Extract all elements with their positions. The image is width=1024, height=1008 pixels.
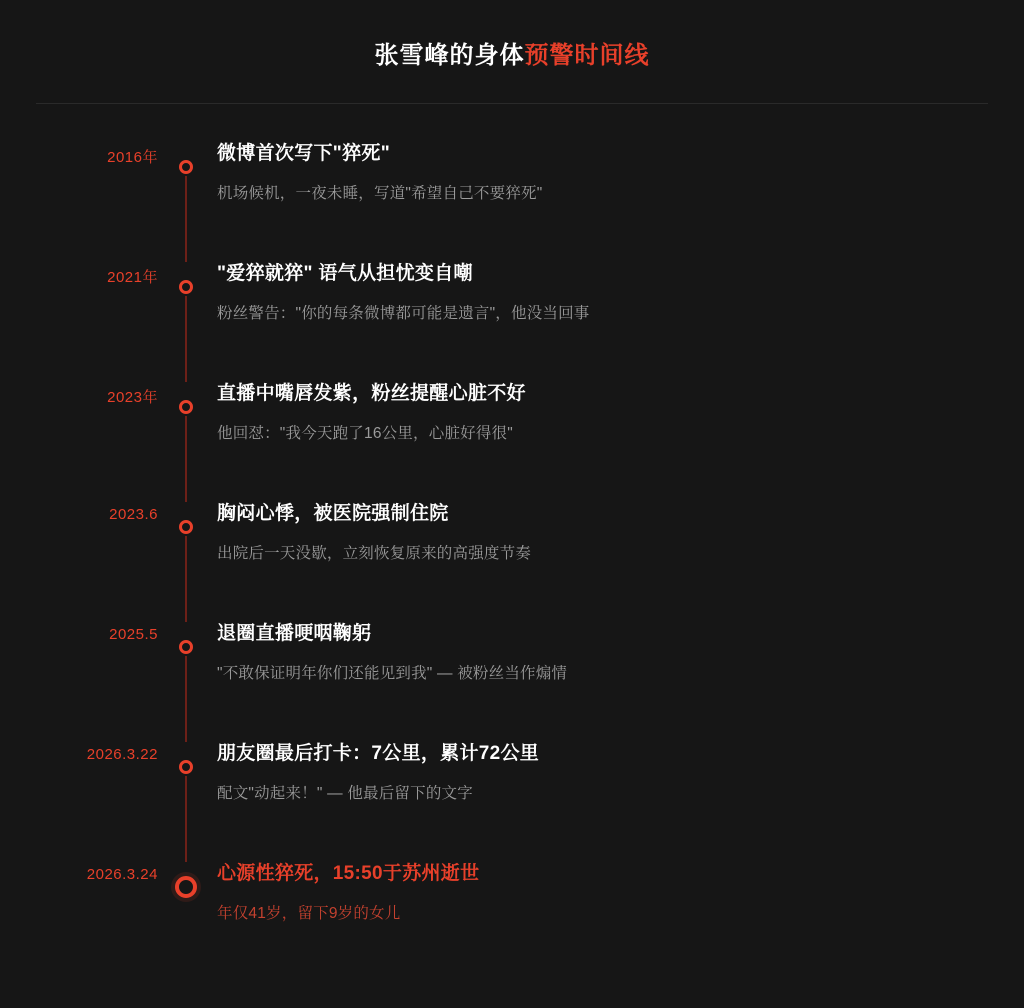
timeline-rail (158, 378, 216, 498)
timeline-event (36, 858, 988, 978)
page-header (0, 0, 1024, 71)
timeline-event-headline: 微博首次写下"猝死" (217, 143, 391, 165)
timeline-connector-line (185, 776, 187, 862)
timeline-date-column (36, 258, 158, 287)
timeline-event-content (216, 138, 988, 205)
timeline-connector-line (185, 296, 187, 382)
timeline-rail (158, 618, 216, 738)
timeline-date: 2023.6 (109, 506, 158, 524)
timeline-event-content (216, 618, 988, 685)
timeline-date: 2021年 (107, 269, 158, 287)
timeline-connector-line (185, 416, 187, 502)
timeline-event-headline: 退圈直播哽咽鞠躬 (217, 623, 372, 645)
timeline-event-detail: 机场候机，一夜未睡，写道"希望自己不要猝死" (217, 184, 543, 202)
timeline-event-detail: 配文"动起来！" — 他最后留下的文字 (217, 784, 473, 802)
timeline-event (36, 378, 988, 498)
timeline-event-detail: 出院后一天没歇，立刻恢复原来的高强度节奏 (217, 544, 532, 562)
timeline-event-detail: 他回怼："我今天跑了16公里，心脏好得很" (217, 424, 513, 442)
timeline-marker-dot (179, 640, 193, 654)
timeline-date-column (36, 498, 158, 523)
page-title-accent: 预警时间线 (524, 42, 650, 69)
timeline-event-detail: 粉丝警告："你的每条微博都可能是遗言"，他没当回事 (217, 304, 590, 322)
timeline-rail (158, 738, 216, 858)
timeline-date-column (36, 858, 158, 883)
timeline-marker-dot (179, 400, 193, 414)
timeline-date: 2016年 (107, 149, 158, 167)
timeline-event-detail: 年仅41岁，留下9岁的女儿 (217, 904, 401, 922)
page-title (0, 40, 1024, 71)
timeline-list (0, 138, 1024, 978)
timeline-event-headline: 直播中嘴唇发紫，粉丝提醒心脏不好 (217, 383, 526, 405)
timeline-event (36, 498, 988, 618)
timeline-event-content (216, 378, 988, 445)
timeline-event-content (216, 258, 988, 325)
timeline-date-column (36, 138, 158, 167)
timeline-event-headline: 朋友圈最后打卡：7公里，累计72公里 (217, 743, 540, 765)
timeline-event (36, 138, 988, 258)
timeline-event (36, 258, 988, 378)
timeline-date: 2026.3.24 (86, 866, 158, 884)
timeline-connector-line (185, 536, 187, 622)
timeline-rail (158, 258, 216, 378)
timeline-connector-line (185, 176, 187, 262)
timeline-marker-dot (179, 280, 193, 294)
timeline-marker-dot (179, 520, 193, 534)
timeline-date-column (36, 618, 158, 643)
timeline-connector-line (185, 656, 187, 742)
timeline-date-column (36, 378, 158, 407)
timeline-event-detail: "不敢保证明年你们还能见到我" — 被粉丝当作煽情 (217, 664, 568, 682)
timeline-date: 2026.3.22 (86, 746, 158, 764)
timeline-marker-dot (179, 160, 193, 174)
timeline-rail (158, 138, 216, 258)
timeline-event-headline: 心源性猝死，15:50于苏州逝世 (217, 863, 480, 885)
timeline-event-content (216, 858, 988, 925)
timeline-event-headline: 胸闷心悸，被医院强制住院 (217, 503, 449, 525)
timeline-rail (158, 858, 216, 978)
page-title-plain: 张雪峰的身体 (374, 42, 525, 69)
timeline-date: 2025.5 (109, 626, 158, 644)
timeline-marker-dot (175, 876, 197, 898)
timeline-event-headline: "爱猝就猝" 语气从担忧变自嘲 (217, 263, 473, 285)
timeline-event (36, 738, 988, 858)
timeline-date: 2023年 (107, 389, 158, 407)
timeline-rail (158, 498, 216, 618)
timeline-date-column (36, 738, 158, 763)
timeline-event-content (216, 738, 988, 805)
timeline-marker-dot (179, 760, 193, 774)
timeline-event (36, 618, 988, 738)
header-divider (36, 103, 988, 104)
timeline-event-content (216, 498, 988, 565)
